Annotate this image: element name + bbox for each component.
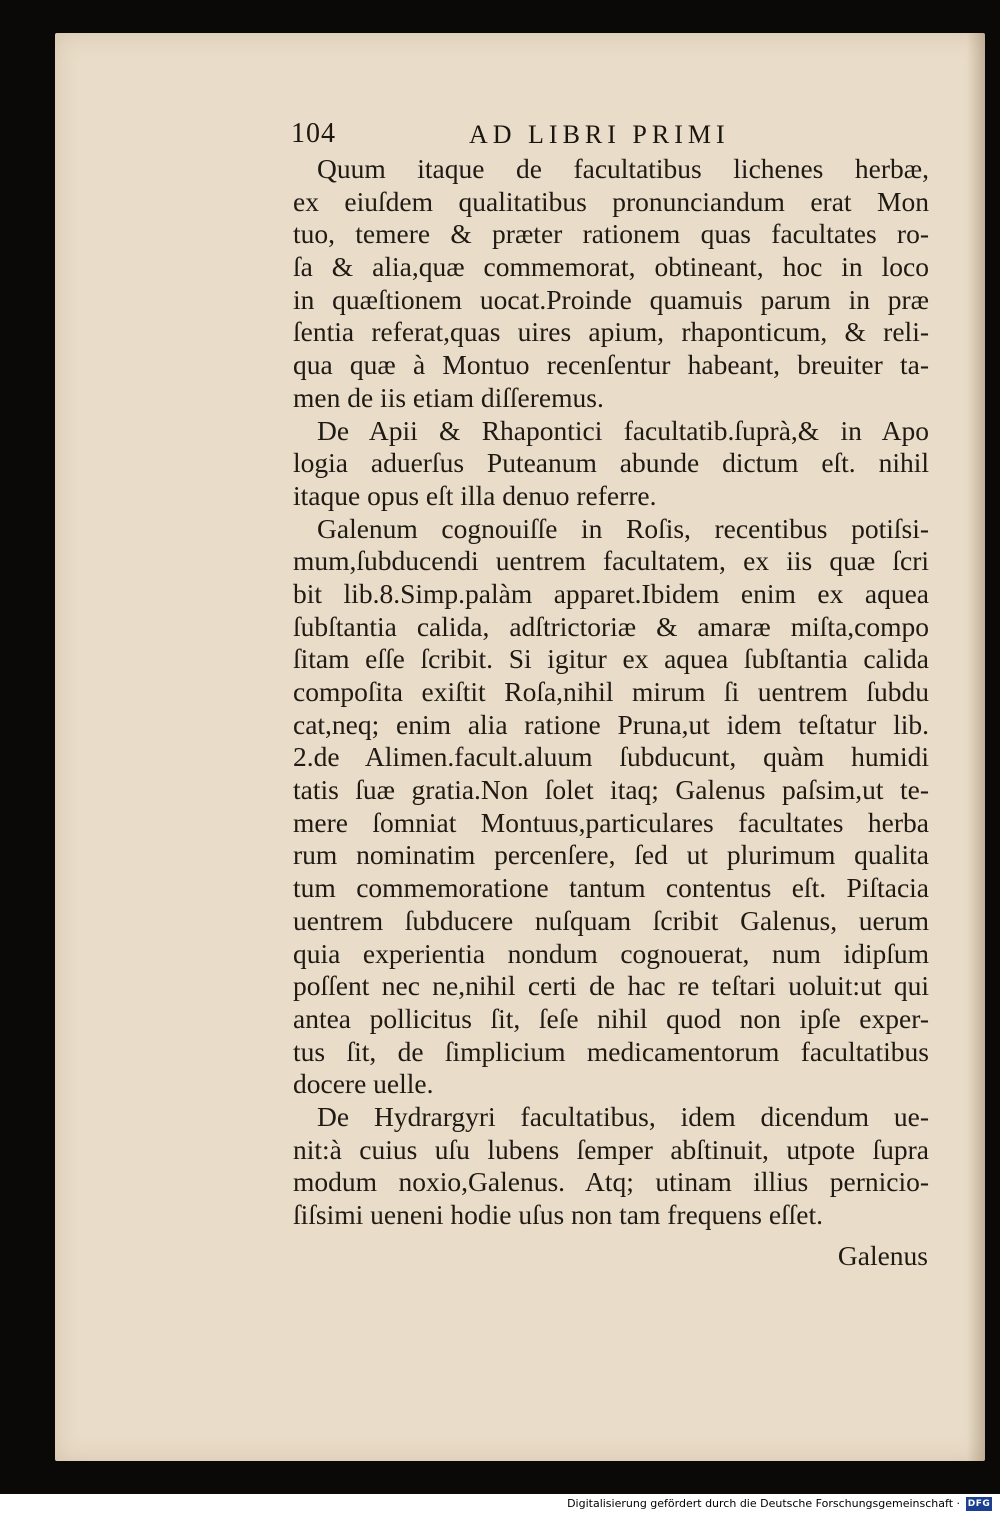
page-edge-shadow — [967, 33, 985, 1461]
text-line: De Apii & Rhapontici facultatib.ſuprà,& in Apo — [317, 414, 929, 446]
dfg-logo-icon: DFG — [967, 1499, 991, 1509]
running-head — [291, 118, 931, 154]
text-line: uentrem ſubducere nuſquam ſcribit Galenus, uerum — [293, 904, 929, 936]
text-line: mum,ſubducendi uentrem facultatem, ex iis quæ ſcri — [293, 545, 929, 577]
text-line: modum noxio,Galenus. Atq; utinam illius pernicio- — [293, 1166, 929, 1198]
text-line: itaque opus eſt illa denuo referre. — [293, 479, 657, 511]
text-line: poſſent nec ne,nihil certi de hac re teſtari uoluit:ut qui — [293, 970, 929, 1002]
text-line: 2.de Alimen.facult.aluum ſubducunt, quàm humidi — [293, 741, 929, 773]
text-line: nit:à cuius uſu lubens ſemper abſtinuit, utpote ſupra — [293, 1133, 929, 1165]
page-number: 104 — [291, 118, 336, 149]
text-line: ſa & alia,quæ commemorat, obtineant, hoc in loco — [293, 251, 929, 283]
body-text — [293, 153, 929, 1232]
text-line: ſubſtantia calida, adſtrictoriæ & amaræ miſta,compo — [293, 610, 929, 642]
text-line: tus ſit, de ſimplicium medicamentorum facultatibus — [293, 1035, 929, 1067]
footer-bar — [0, 1494, 1000, 1515]
footer-credit: Digitalisierung gefördert durch die Deutsche Forschungsgemeinschaft · — [567, 1497, 960, 1510]
text-line: Galenum cognouiſſe in Roſis, recentibus potiſsi- — [317, 512, 929, 544]
text-line: quia experientia nondum cognouerat, num idipſum — [293, 937, 929, 969]
catchword: Galenus — [837, 1240, 928, 1271]
text-line: De Hydrargyri facultatibus, idem dicendum ue- — [317, 1100, 929, 1132]
text-line: rum nominatim percenſere, ſed ut plurimum qualita — [293, 839, 929, 871]
text-line: compoſita exiſtit Roſa,nihil mirum ſi uentrem ſubdu — [293, 676, 929, 707]
text-line: men de iis etiam diſſeremus. — [293, 381, 604, 413]
text-line: mere ſomniat Montuus,particulares facultates herba — [293, 806, 929, 838]
text-line: antea pollicitus ſit, ſeſe nihil quod non ipſe exper- — [293, 1002, 929, 1034]
text-line: ſitam eſſe ſcribit. Si igitur ex aquea ſubſtantia calida — [293, 643, 929, 675]
text-line: qua quæ à Montuo recenſentur habeant, breuiter ta- — [293, 349, 929, 381]
text-line: in quæſtionem uocat.Proinde quamuis parum in præ — [293, 283, 929, 315]
text-line: ex eiuſdem qualitatibus pronunciandum erat Mon — [293, 185, 929, 217]
text-line: tatis ſuæ gratia.Non ſolet itaq; Galenus paſsim,ut te- — [293, 774, 929, 806]
text-line: logia aduerſus Puteanum abunde dictum eſt. nihil — [293, 447, 929, 479]
text-line: docere uelle. — [293, 1068, 434, 1100]
text-line: bit lib.8.Simp.palàm apparet.Ibidem enim ex aquea — [293, 577, 929, 609]
text-line: tuo, temere & præter rationem quas facultates ro- — [293, 218, 929, 250]
text-line: ſentia referat,quas uires apium, rhaponticum, & reli- — [293, 316, 929, 348]
text-line: Quum itaque de facultatibus lichenes herbæ, — [317, 153, 929, 184]
text-line: ſiſsimi ueneni hodie uſus non tam frequens eſſet. — [293, 1199, 824, 1230]
text-line: cat,neq; enim alia ratione Pruna,ut idem teſtatur lib. — [293, 708, 929, 740]
text-line: tum commemoratione tantum contentus eſt. Piſtacia — [293, 872, 929, 904]
running-head-title: AD LIBRI PRIMI — [469, 120, 730, 149]
